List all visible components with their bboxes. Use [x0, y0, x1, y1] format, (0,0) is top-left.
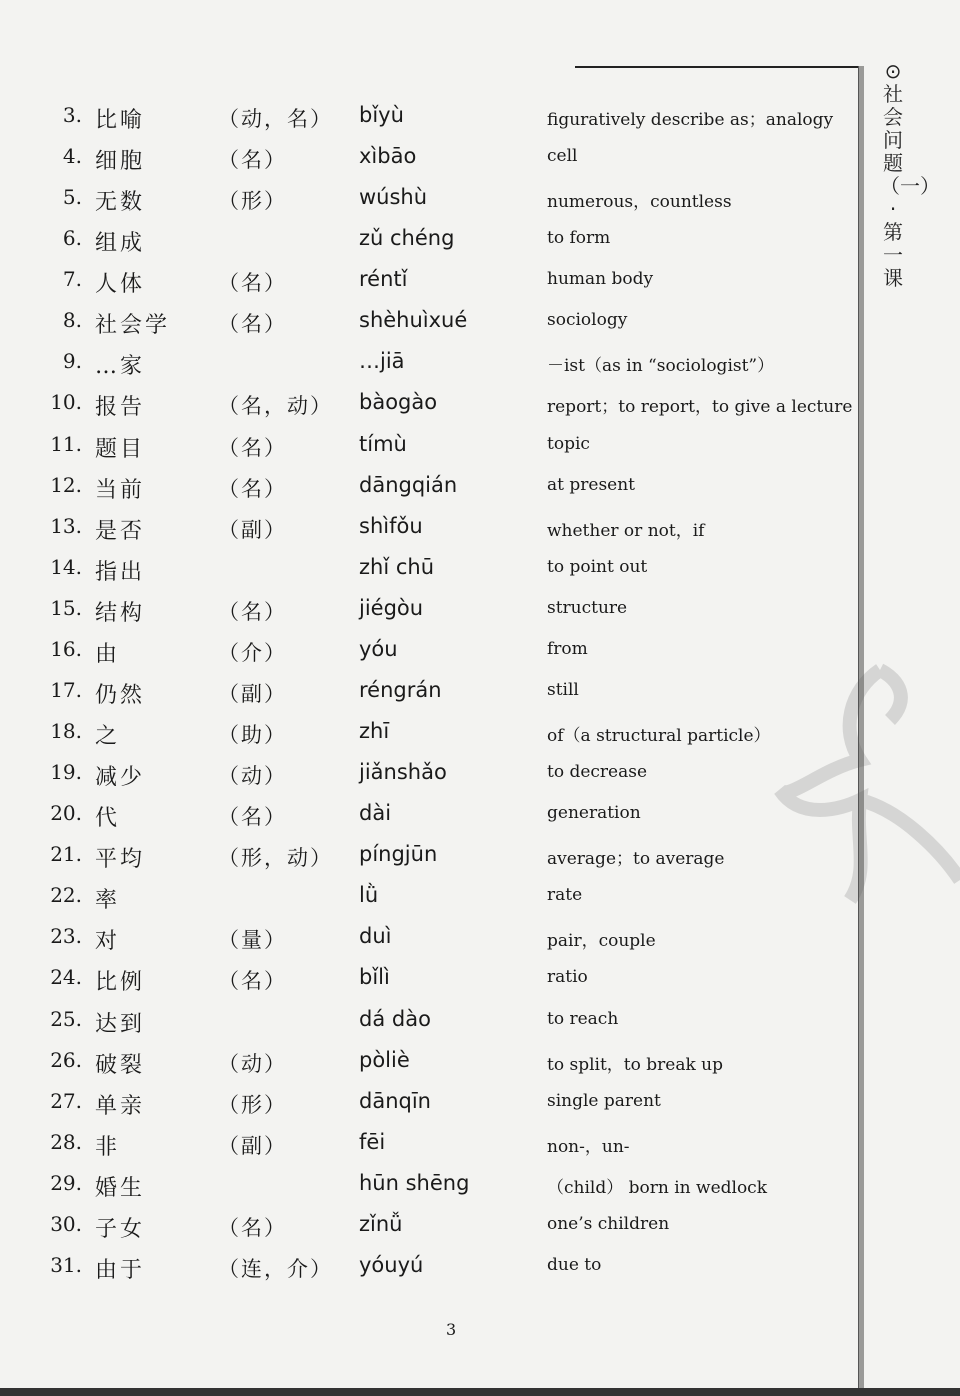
entry-english: （child） born in wedlock [547, 1177, 768, 1198]
entry-pinyin: réntǐ [359, 267, 408, 292]
entry-number: 26. [50, 1047, 82, 1072]
entry-number: 11. [50, 431, 82, 456]
vocab-entry [0, 760, 860, 790]
entry-pinyin: tímù [359, 431, 407, 456]
vocab-entry [0, 185, 860, 215]
entry-part-of-speech: （副） [218, 681, 287, 706]
vocab-entry [0, 1171, 860, 1201]
vocab-entry [0, 103, 860, 133]
entry-number: 15. [50, 595, 82, 620]
entry-chinese: 当前 [95, 477, 146, 503]
entry-pinyin: zǔ chéng [359, 226, 455, 251]
entry-part-of-speech: （名） [218, 805, 287, 830]
entry-chinese: 组成 [95, 231, 146, 257]
entry-pinyin: shìfǒu [359, 513, 423, 538]
entry-part-of-speech: （名） [218, 1215, 287, 1240]
vocab-entry [0, 1212, 860, 1242]
entry-english: numerous，countless [547, 192, 732, 213]
entry-part-of-speech: （连，介） [218, 1256, 333, 1281]
entry-english: from [547, 638, 588, 659]
vocab-entry [0, 1253, 860, 1283]
entry-part-of-speech: （助） [218, 723, 287, 748]
vocab-entry [0, 144, 860, 174]
entry-chinese: 比喻 [95, 108, 146, 133]
entry-english: non-，un- [547, 1136, 630, 1157]
entry-number: 23. [50, 924, 82, 949]
entry-part-of-speech: （名） [218, 476, 287, 501]
entry-number: 28. [50, 1129, 82, 1154]
vocab-entry [0, 308, 860, 338]
vocab-entry [0, 842, 860, 872]
entry-chinese: 子女 [95, 1216, 146, 1242]
page-number: 3 [446, 1320, 457, 1339]
vocab-entry [0, 1130, 860, 1160]
entry-pinyin: lǜ [359, 883, 379, 908]
entry-number: 8. [62, 308, 82, 333]
vocab-entry [0, 267, 860, 297]
entry-pinyin: réngrán [359, 677, 442, 702]
entry-number: 10. [50, 390, 82, 415]
entry-number: 30. [50, 1211, 82, 1236]
entry-part-of-speech: （名） [218, 312, 287, 337]
entry-english: whether or not，if [547, 520, 705, 541]
entry-number: 14. [50, 554, 82, 579]
entry-number: 13. [50, 513, 82, 538]
entry-chinese: 代 [95, 806, 121, 832]
entry-english: sociology [547, 310, 628, 331]
entry-pinyin: bàogào [359, 390, 438, 415]
vocab-entry [0, 1007, 860, 1037]
entry-number: 5. [62, 185, 82, 210]
entry-english: at present [547, 474, 636, 495]
entry-chinese: 结构 [95, 600, 146, 626]
entry-english: －ist（as in “sociologist”） [547, 356, 775, 377]
vocab-entry [0, 924, 860, 954]
chapter-title: ⊙社会问题（一）·第一课 [880, 59, 930, 290]
entry-number: 18. [50, 719, 82, 744]
entry-part-of-speech: （名） [218, 599, 287, 624]
vocab-entry [0, 226, 860, 256]
entry-english: topic [547, 433, 590, 454]
entry-part-of-speech: （名，动） [218, 394, 333, 419]
entry-chinese: 由于 [95, 1257, 146, 1283]
entry-english: report；to report，to give a lecture [547, 397, 853, 418]
entry-chinese: 题目 [95, 436, 146, 462]
vocab-entry [0, 719, 860, 749]
vocab-entry [0, 637, 860, 667]
entry-english: still [547, 679, 579, 700]
entry-part-of-speech: （形） [218, 1092, 287, 1117]
entry-chinese: 报告 [95, 395, 146, 421]
vocab-entry [0, 473, 860, 503]
entry-number: 9. [62, 349, 82, 374]
entry-number: 27. [50, 1088, 82, 1113]
entry-pinyin: …jiā [359, 349, 405, 374]
entry-pinyin: hūn shēng [359, 1170, 470, 1195]
entry-part-of-speech: （名） [218, 271, 287, 296]
vocab-entry [0, 349, 860, 379]
entry-chinese: 之 [95, 724, 121, 750]
header-rule [575, 66, 862, 68]
entry-english: average；to average [547, 849, 725, 870]
entry-chinese: 由 [95, 641, 121, 667]
entry-chinese: 达到 [95, 1011, 146, 1037]
entry-pinyin: dāngqián [359, 472, 458, 497]
entry-pinyin: pòliè [359, 1047, 410, 1072]
entry-chinese: 率 [95, 888, 121, 914]
vocab-entry [0, 678, 860, 708]
entry-pinyin: yóuyú [359, 1252, 424, 1277]
entry-pinyin: zhī [359, 719, 390, 744]
vocab-entry [0, 965, 860, 995]
entry-number: 16. [50, 636, 82, 661]
entry-part-of-speech: （名） [218, 148, 287, 173]
entry-chinese: 单亲 [95, 1093, 146, 1119]
entry-english: human body [547, 269, 654, 290]
entry-number: 4. [62, 144, 82, 169]
entry-pinyin: fēi [359, 1129, 386, 1154]
entry-pinyin: dài [359, 801, 392, 826]
entry-english: figuratively describe as；analogy [547, 110, 834, 130]
entry-part-of-speech: （副） [218, 1133, 287, 1158]
entry-number: 21. [50, 842, 82, 867]
entry-part-of-speech: （名） [218, 435, 287, 460]
entry-pinyin: píngjūn [359, 842, 438, 867]
entry-chinese: 平均 [95, 847, 146, 873]
entry-chinese: …家 [95, 354, 146, 380]
entry-number: 22. [50, 883, 82, 908]
entry-number: 25. [50, 1006, 82, 1031]
scan-edge [0, 1388, 960, 1396]
vocab-entry [0, 555, 860, 585]
entry-english: one’s children [547, 1213, 670, 1234]
entry-number: 31. [50, 1252, 82, 1277]
entry-chinese: 比例 [95, 970, 146, 996]
entry-pinyin: zhǐ chū [359, 554, 435, 579]
vocab-entry [0, 1089, 860, 1119]
entry-number: 29. [50, 1170, 82, 1195]
entry-pinyin: duì [359, 924, 392, 949]
entry-number: 7. [62, 267, 82, 292]
entry-english: structure [547, 597, 628, 618]
entry-english: to point out [547, 556, 648, 577]
entry-english: due to [547, 1254, 602, 1275]
vocab-entry [0, 883, 860, 913]
entry-chinese: 社会学 [95, 313, 171, 339]
entry-pinyin: bǐlì [359, 965, 390, 990]
entry-chinese: 指出 [95, 559, 146, 585]
entry-part-of-speech: （形） [218, 189, 287, 214]
entry-chinese: 减少 [95, 765, 146, 791]
entry-chinese: 仍然 [95, 682, 146, 708]
entry-part-of-speech: （量） [218, 928, 287, 953]
entry-number: 3. [62, 103, 82, 127]
vocab-entry [0, 432, 860, 462]
entry-chinese: 人体 [95, 272, 146, 298]
entry-pinyin: wúshù [359, 185, 428, 210]
entry-chinese: 是否 [95, 518, 146, 544]
entry-chinese: 无数 [95, 190, 146, 216]
entry-part-of-speech: （形，动） [218, 846, 333, 871]
entry-part-of-speech: （动） [218, 1051, 287, 1076]
entry-pinyin: zǐnǚ [359, 1211, 403, 1236]
entry-chinese: 破裂 [95, 1052, 146, 1078]
entry-pinyin: dānqīn [359, 1088, 431, 1113]
vocab-entry [0, 801, 860, 831]
entry-pinyin: shèhuìxué [359, 308, 468, 333]
entry-pinyin: dá dào [359, 1006, 431, 1031]
entry-part-of-speech: （名） [218, 969, 287, 994]
entry-number: 19. [50, 760, 82, 785]
entry-number: 6. [62, 226, 82, 251]
entry-english: cell [547, 146, 578, 167]
entry-chinese: 细胞 [95, 149, 146, 175]
entry-number: 24. [50, 965, 82, 990]
entry-part-of-speech: （动） [218, 764, 287, 789]
entry-chinese: 非 [95, 1134, 121, 1160]
entry-english: to decrease [547, 762, 648, 783]
vocab-entry [0, 514, 860, 544]
entry-number: 12. [50, 472, 82, 497]
entry-english: single parent [547, 1090, 661, 1111]
entry-number: 17. [50, 677, 82, 702]
entry-part-of-speech: （动，名） [218, 107, 333, 131]
entry-english: to form [547, 228, 611, 249]
entry-english: to split，to break up [547, 1054, 723, 1075]
entry-pinyin: jiégòu [359, 595, 424, 620]
entry-english: of（a structural particle） [547, 726, 771, 747]
vocab-entry [0, 390, 860, 420]
entry-chinese: 对 [95, 929, 121, 955]
entry-number: 20. [50, 801, 82, 826]
entry-english: pair，couple [547, 931, 656, 952]
entry-chinese: 婚生 [95, 1175, 146, 1201]
entry-english: to reach [547, 1008, 619, 1029]
vocab-entry [0, 1048, 860, 1078]
entry-english: generation [547, 803, 641, 824]
entry-pinyin: xìbāo [359, 144, 417, 169]
entry-part-of-speech: （副） [218, 517, 287, 542]
entry-english: ratio [547, 967, 588, 988]
entry-english: rate [547, 885, 583, 906]
entry-pinyin: bǐyù [359, 103, 404, 127]
entry-pinyin: jiǎnshǎo [359, 760, 447, 785]
vocab-entry [0, 596, 860, 626]
entry-part-of-speech: （介） [218, 640, 287, 665]
entry-pinyin: yóu [359, 636, 398, 661]
